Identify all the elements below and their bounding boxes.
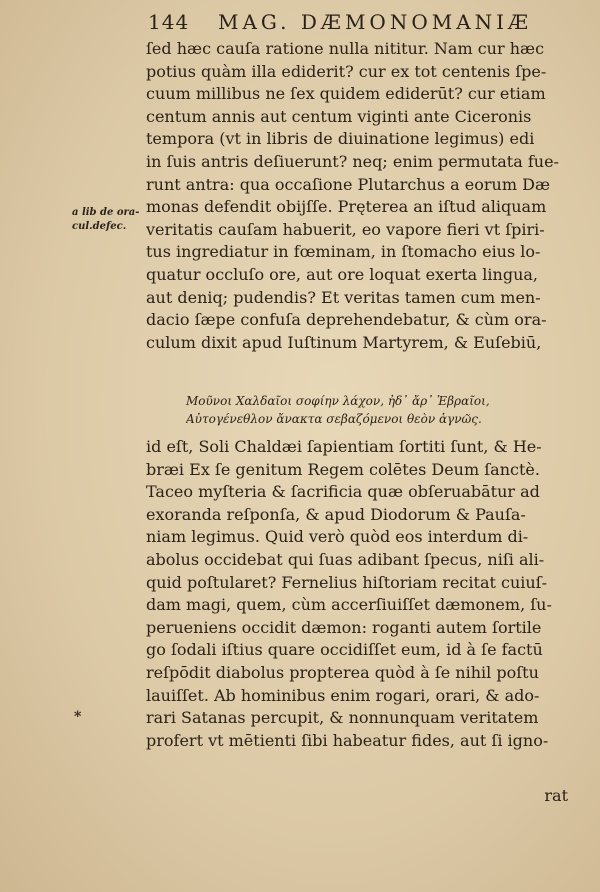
text-line: dacio ſæpe confuſa deprehendebatur, & cùm ora- xyxy=(146,310,547,330)
text-line: bræi Ex ſe genitum Regem colētes Deum ſanctè. xyxy=(146,459,540,479)
margin-note-citation xyxy=(72,206,146,234)
running-title: MAG. DÆMONOMANIÆ xyxy=(218,10,533,34)
text-block-1 xyxy=(146,38,574,354)
text-line: culum dixit apud Iuſtinum Martyrem, & Euſebiū, xyxy=(146,332,542,352)
greek-quotation xyxy=(186,392,546,428)
text-line: profert vt mētienti ſibi habeatur fides, aut ſi igno- xyxy=(146,730,549,750)
margin-note-line: cul.defec. xyxy=(72,221,127,232)
text-line: ſed hæc cauſa ratione nulla nititur. Nam cur hæc xyxy=(146,39,545,58)
text-line: aut deniq; pudendis? Et veritas tamen cum men- xyxy=(146,287,541,307)
text-line: in ſuis antris deſiuerunt? neq; enim permutata fue- xyxy=(146,151,559,171)
text-line: lauiſſet. Ab hominibus enim rogari, orari, & ado- xyxy=(146,685,540,705)
greek-line: Αὐτογένεθλον ἄνακτα σεβαζόμενοι θεὸν ἁγνῶς. xyxy=(186,412,482,426)
margin-note-line: a lib de ora- xyxy=(72,207,140,218)
text-line: cuum millibus ne ſex quidem ediderūt? cur etiam xyxy=(146,84,546,104)
margin-mark: * xyxy=(74,709,82,725)
text-line: exoranda reſponſa, & apud Diodorum & Pauſa- xyxy=(146,504,526,524)
greek-line: Μοῦνοι Χαλδαῖοι σοφίην λάχον, ἠδ᾽ ἄρ᾽ Ἑβραῖοι, xyxy=(186,394,490,408)
catchword: rat xyxy=(544,786,568,805)
text-line: monas defendit obijſſe. Pręterea an iſtud aliquam xyxy=(146,197,547,217)
page-header xyxy=(148,6,574,36)
text-line: quid poſtularet? Fernelius hiſtoriam recitat cuiuſ- xyxy=(146,572,548,592)
text-line: quatur occluſo ore, aut ore loquat exerta lingua, xyxy=(146,264,539,284)
text-line: abolus occidebat qui ſuas adibant ſpecus, niſi ali- xyxy=(146,549,545,569)
text-line: tempora (vt in libris de diuinatione legimus) edi xyxy=(146,129,535,149)
text-line: potius quàm illa ediderit? cur ex tot centenis ſpe- xyxy=(146,61,547,81)
text-line: dam magi, quem, cùm accerſiuiſſet dæmonem, ſu- xyxy=(146,595,552,615)
text-line: veritatis cauſam habuerit, eo vapore fieri vt ſpiri- xyxy=(146,219,545,239)
text-line: reſpōdit diabolus propterea quòd à ſe nihil poſtu xyxy=(146,662,539,682)
text-line: centum annis aut centum viginti ante Ciceronis xyxy=(146,106,532,126)
text-line: rari Satanas percupit, & nonnunquam veritatem xyxy=(146,708,539,728)
text-block-2 xyxy=(146,436,574,752)
page-number: 144 xyxy=(148,10,190,34)
text-line: tus ingrediatur in fœminam, in ſtomacho eius lo- xyxy=(146,242,541,262)
text-line: perueniens occidit dæmon: roganti autem ſortile xyxy=(146,617,542,637)
text-line: niam legimus. Quid verò quòd eos interdum di- xyxy=(146,527,529,547)
text-line: runt antra: qua occaſione Plutarchus a eorum Dæ xyxy=(146,174,550,194)
text-line: Taceo myſteria & ſacrificia quæ obſeruabātur ad xyxy=(146,482,540,502)
text-line: id eſt, Soli Chaldæi ſapientiam ſortiti ſunt, & He- xyxy=(146,437,542,456)
text-line: go ſodali iſtius quare occidiſſet eum, id à ſe factū xyxy=(146,640,543,660)
